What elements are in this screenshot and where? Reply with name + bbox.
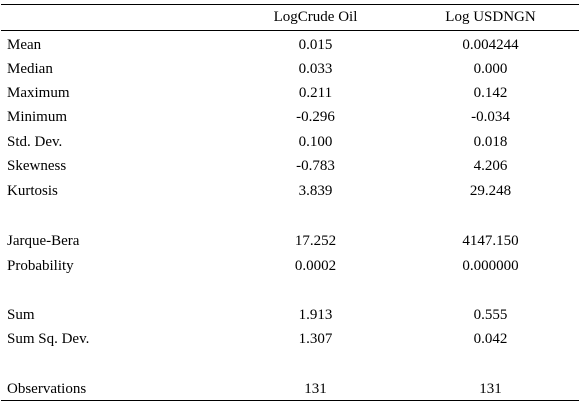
cell-value: 1.913 (298, 307, 333, 323)
row-label-observations: Observations (7, 381, 87, 397)
table-row (0, 328, 580, 350)
cell-value: 131 (304, 381, 327, 397)
row-label-sum-sq-dev: Sum Sq. Dev. (7, 331, 90, 347)
table-row (0, 304, 580, 326)
table-top-rule (1, 4, 579, 5)
row-label-median: Median (7, 61, 53, 77)
cell-value: 3.839 (298, 183, 333, 199)
cell-value: 0.000 (473, 61, 508, 77)
table-row (0, 131, 580, 153)
row-label-kurtosis: Kurtosis (7, 183, 58, 199)
cell-value: 0.033 (298, 61, 333, 77)
cell-value: 4.206 (473, 158, 508, 174)
cell-value: 0.015 (298, 37, 333, 53)
row-label-jarque-bera: Jarque-Bera (7, 233, 80, 249)
row-label-mean: Mean (7, 37, 42, 53)
cell-value: 0.0002 (294, 258, 337, 274)
header-logcrude-oil: LogCrude Oil (273, 9, 358, 25)
row-label-minimum: Minimum (7, 109, 68, 125)
cell-value: 131 (479, 381, 502, 397)
cell-value: 4147.150 (462, 233, 519, 249)
table-header-row (0, 6, 580, 28)
table-row (0, 255, 580, 277)
cell-value: 1.307 (298, 331, 333, 347)
table-bottom-rule (1, 400, 579, 401)
table-row (0, 58, 580, 80)
row-label-probability: Probability (7, 258, 74, 274)
cell-value: -0.034 (471, 109, 510, 125)
cell-value: -0.783 (296, 158, 335, 174)
table-header-rule (1, 30, 579, 31)
table-row (0, 180, 580, 202)
row-label-std-dev: Std. Dev. (7, 134, 63, 150)
cell-value: 0.555 (473, 307, 508, 323)
table-row (0, 378, 580, 400)
row-label-sum: Sum (7, 307, 35, 323)
cell-value: 0.211 (298, 85, 333, 101)
cell-value: 29.248 (469, 183, 512, 199)
table-row (0, 230, 580, 252)
table-row (0, 106, 580, 128)
cell-value: 0.018 (473, 134, 508, 150)
cell-value: 0.000000 (462, 258, 519, 274)
cell-value: 0.004244 (462, 37, 519, 53)
cell-value: -0.296 (296, 109, 335, 125)
row-label-skewness: Skewness (7, 158, 67, 174)
cell-value: 0.100 (298, 134, 333, 150)
row-label-maximum: Maximum (7, 85, 70, 101)
cell-value: 0.142 (473, 85, 508, 101)
table-row (0, 34, 580, 56)
cell-value: 0.042 (473, 331, 508, 347)
cell-value: 17.252 (294, 233, 337, 249)
header-log-usdngn: Log USDNGN (445, 9, 536, 25)
table-row (0, 155, 580, 177)
table-row (0, 82, 580, 104)
